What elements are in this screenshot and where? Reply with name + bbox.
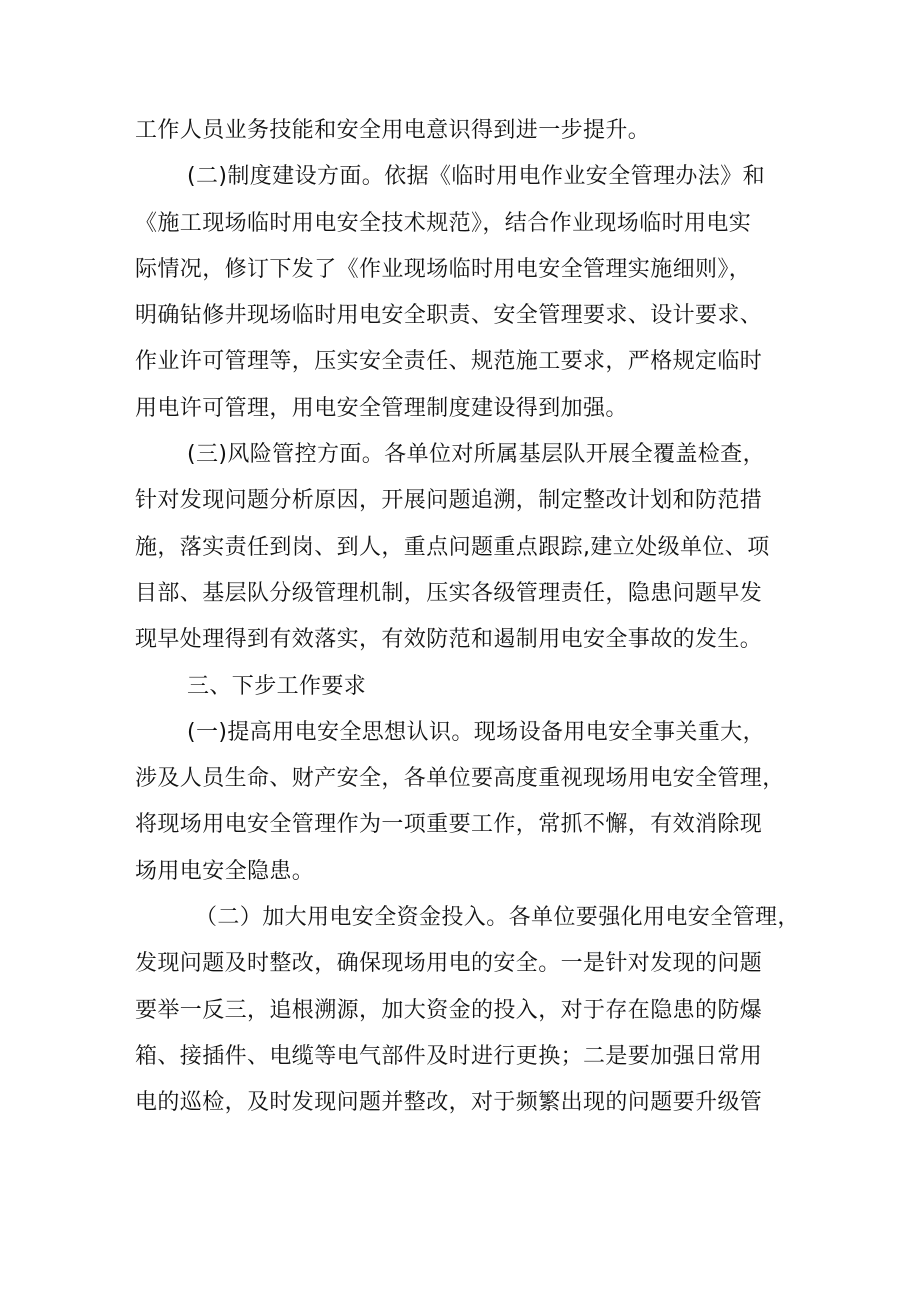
text-line: 将现场用电安全管理作为一项重要工作，常抓不懈，有效消除现 bbox=[135, 812, 763, 838]
text-line: 箱、接插件、电缆等电气部件及时进行更换；二是要加强日常用 bbox=[135, 1043, 763, 1069]
text-line: 要举一反三，追根溯源，加大资金的投入，对于存在隐患的防爆 bbox=[135, 997, 763, 1023]
text-line: 针对发现问题分析原因，开展问题追溯，制定整改计划和防范措 bbox=[135, 488, 763, 514]
text-line-paragraph-start: (一)提高用电安全思想认识。现场设备用电安全事关重大， bbox=[187, 719, 765, 745]
text-line-paragraph-start: (三)风险管控方面。各单位对所属基层队开展全覆盖检查， bbox=[187, 442, 765, 468]
text-line: 用电许可管理，用电安全管理制度建设得到加强。 bbox=[135, 395, 628, 421]
text-line: 发现问题及时整改，确保现场用电的安全。一是针对发现的问题 bbox=[135, 951, 763, 977]
text-line: 工作人员业务技能和安全用电意识得到进一步提升。 bbox=[135, 118, 651, 143]
text-line: 施，落实责任到岗、到人，重点问题重点跟踪,建立处级单位、项 bbox=[135, 534, 770, 560]
text-line: 际情况，修订下发了《作业现场临时用电安全管理实施细则》， bbox=[135, 256, 752, 282]
text-line: 作业许可管理等，压实安全责任、规范施工要求，严格规定临时 bbox=[135, 349, 763, 375]
text-line: 目部、基层队分级管理机制，压实各级管理责任，隐患问题早发 bbox=[135, 580, 763, 606]
text-line-paragraph-start: （二）加大用电安全资金投入。各单位要强化用电安全管理， bbox=[195, 905, 800, 931]
document-body bbox=[135, 108, 800, 1127]
text-line: 《施工现场临时用电安全技术规范》，结合作业现场临时用电实 bbox=[135, 210, 752, 236]
text-line: 涉及人员生命、财产安全，各单位要高度重视现场用电安全管理， bbox=[135, 766, 785, 792]
section-heading: 三、下步工作要求 bbox=[187, 673, 367, 699]
text-line: 现早处理得到有效落实，有效防范和遏制用电安全事故的发生。 bbox=[135, 627, 763, 653]
text-line: 场用电安全隐患。 bbox=[135, 858, 315, 884]
text-line: 明确钻修井现场临时用电安全职责、安全管理要求、设计要求、 bbox=[135, 303, 763, 329]
text-line-paragraph-start: (二)制度建设方面。依据《临时用电作业安全管理办法》和 bbox=[187, 164, 765, 190]
text-line: 电的巡检，及时发现问题并整改，对于频繁出现的问题要升级管 bbox=[135, 1090, 763, 1116]
